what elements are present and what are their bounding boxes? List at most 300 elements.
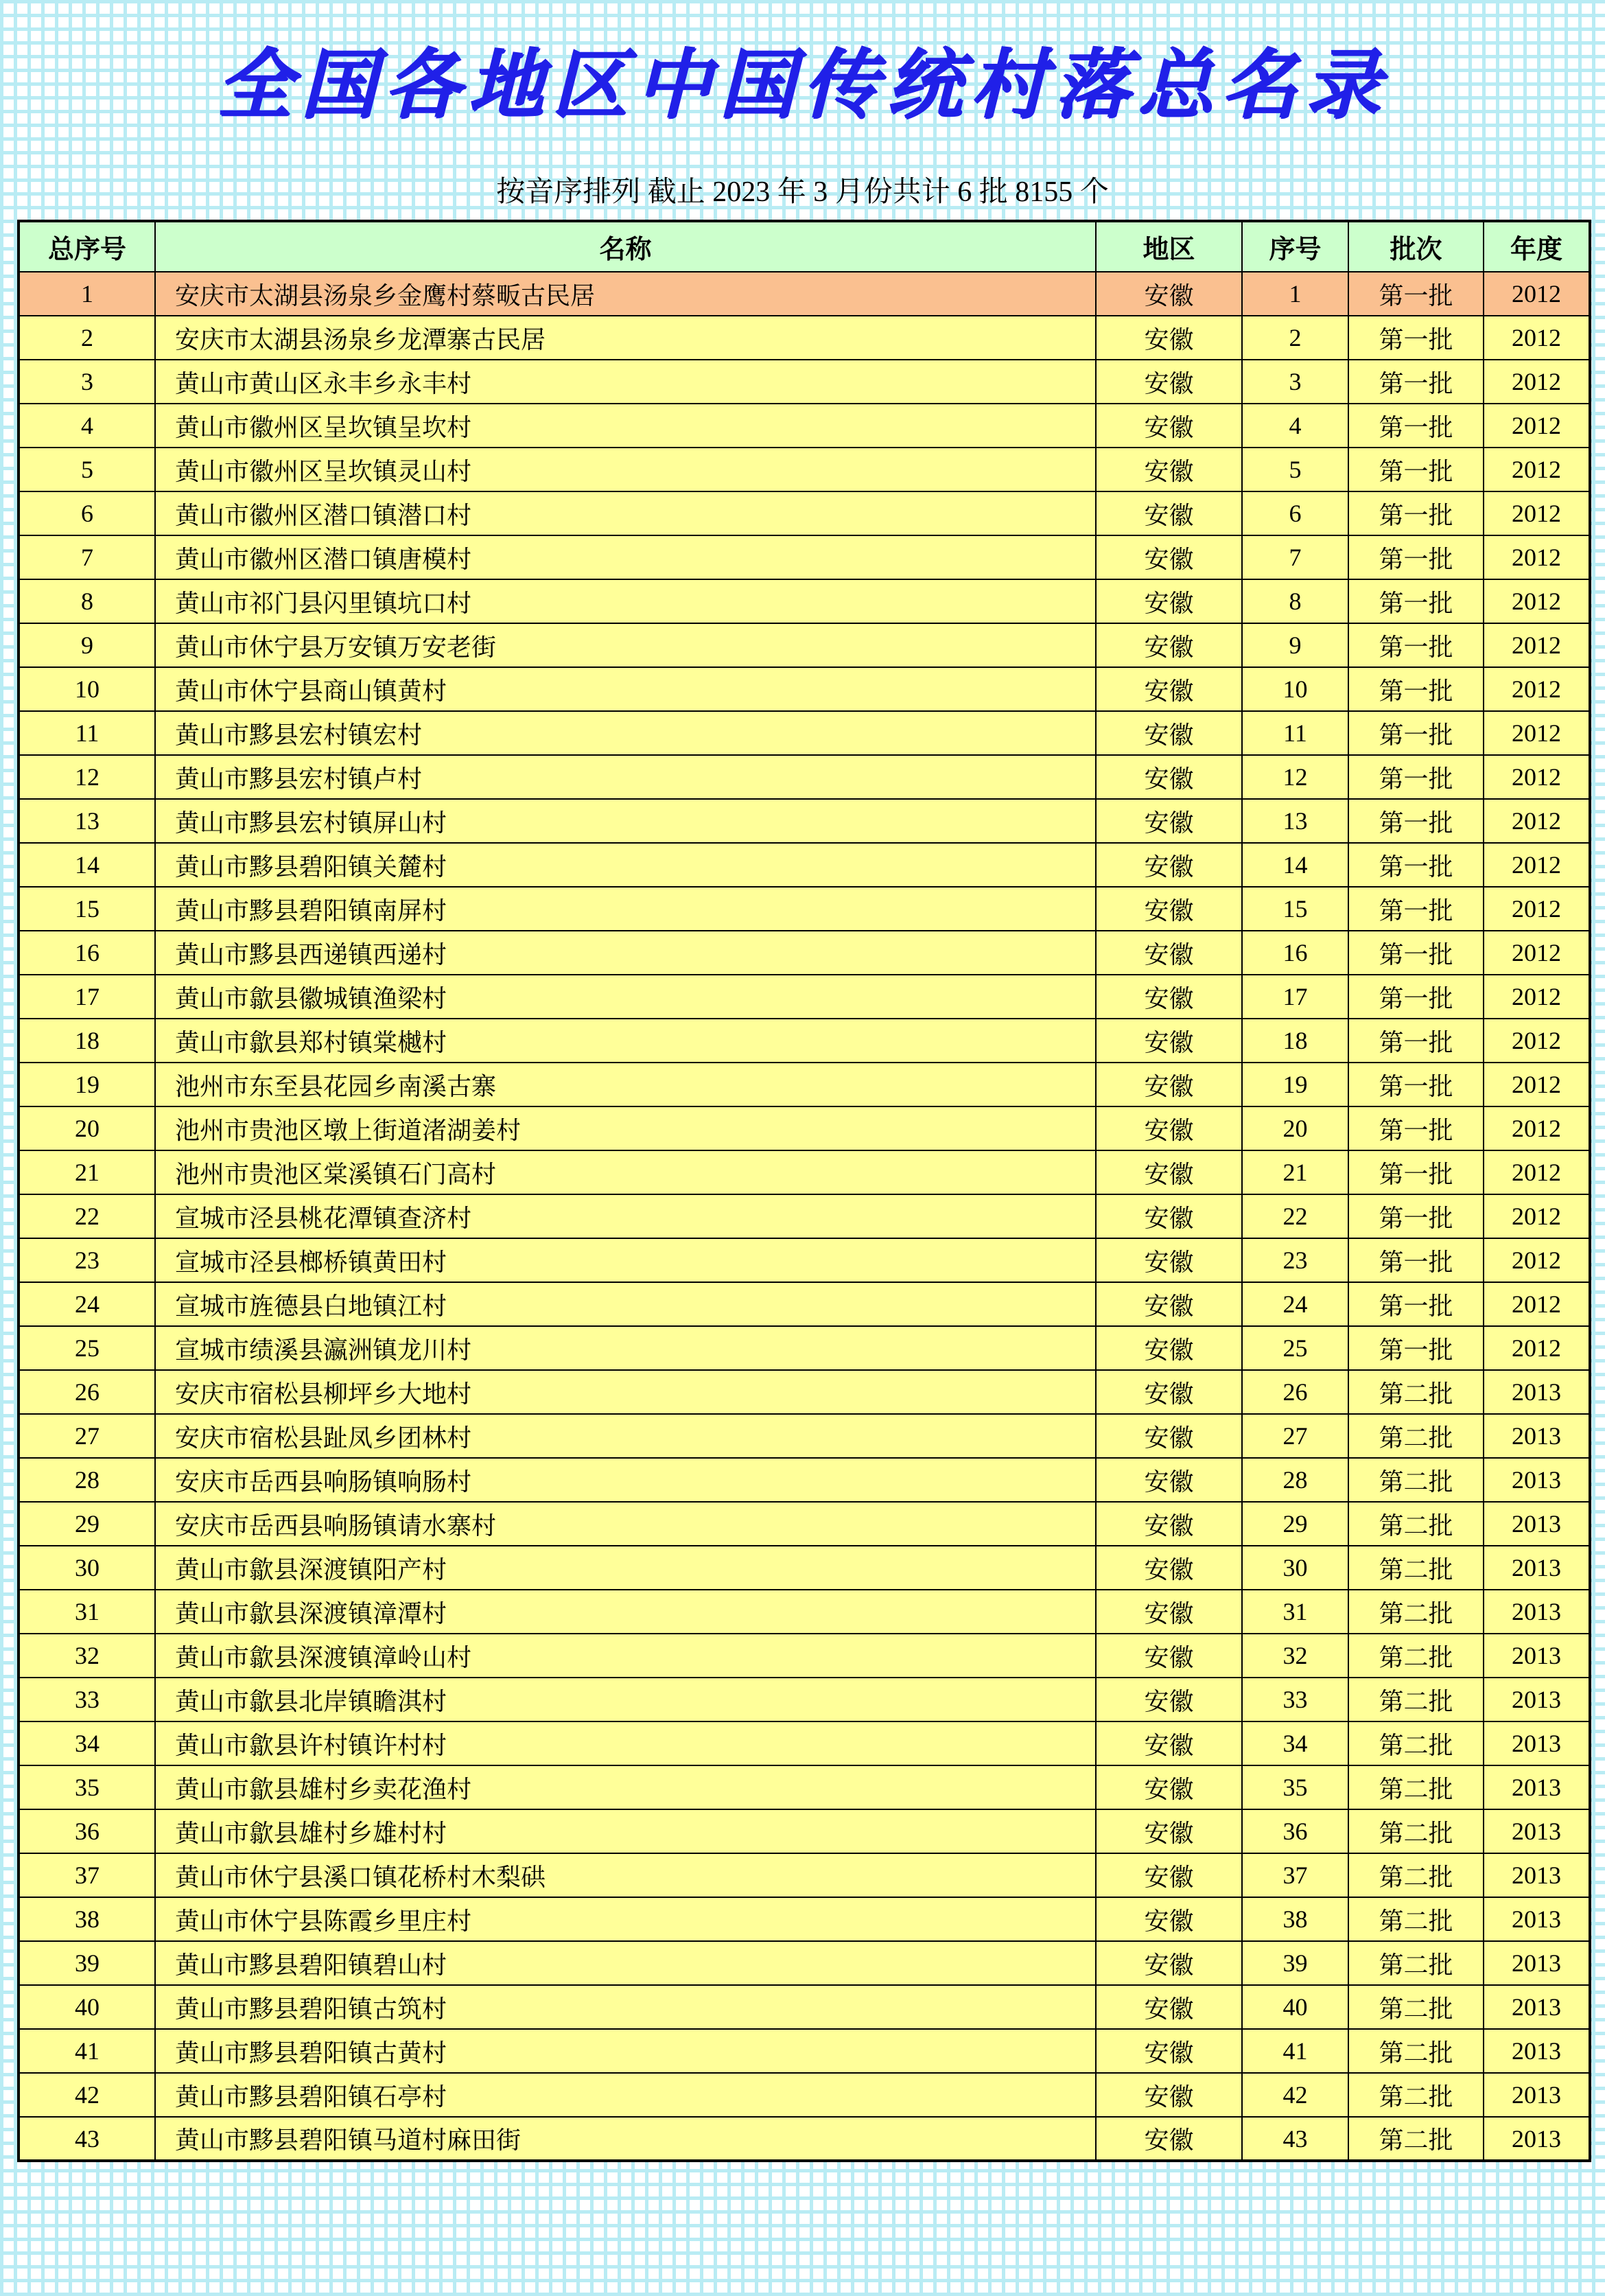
cell-name: 黄山市黟县宏村镇宏村 bbox=[155, 711, 1096, 755]
cell-name: 黄山市黟县碧阳镇南屏村 bbox=[155, 887, 1096, 931]
table-row[interactable] bbox=[19, 1634, 1590, 1678]
cell-region: 安徽 bbox=[1096, 1326, 1242, 1370]
cell-total-no: 7 bbox=[19, 535, 155, 579]
cell-total-no: 19 bbox=[19, 1063, 155, 1106]
cell-batch: 第一批 bbox=[1348, 1150, 1484, 1194]
cell-name: 池州市东至县花园乡南溪古寨 bbox=[155, 1063, 1096, 1106]
cell-year: 2012 bbox=[1484, 272, 1590, 316]
table-row[interactable] bbox=[19, 448, 1590, 491]
cell-seq: 9 bbox=[1242, 623, 1348, 667]
cell-region: 安徽 bbox=[1096, 1941, 1242, 1985]
cell-total-no: 2 bbox=[19, 316, 155, 360]
cell-year: 2013 bbox=[1484, 1546, 1590, 1590]
cell-seq: 31 bbox=[1242, 1590, 1348, 1634]
cell-seq: 20 bbox=[1242, 1106, 1348, 1150]
cell-total-no: 10 bbox=[19, 667, 155, 711]
cell-total-no: 17 bbox=[19, 975, 155, 1019]
cell-batch: 第二批 bbox=[1348, 1765, 1484, 1809]
cell-region: 安徽 bbox=[1096, 360, 1242, 404]
table-row[interactable] bbox=[19, 316, 1590, 360]
cell-region: 安徽 bbox=[1096, 1502, 1242, 1546]
cell-region: 安徽 bbox=[1096, 1282, 1242, 1326]
cell-seq: 21 bbox=[1242, 1150, 1348, 1194]
cell-year: 2013 bbox=[1484, 2073, 1590, 2117]
cell-total-no: 42 bbox=[19, 2073, 155, 2117]
cell-batch: 第一批 bbox=[1348, 1019, 1484, 1063]
table-row[interactable] bbox=[19, 1853, 1590, 1897]
cell-total-no: 1 bbox=[19, 272, 155, 316]
cell-total-no: 39 bbox=[19, 1941, 155, 1985]
cell-total-no: 25 bbox=[19, 1326, 155, 1370]
page-title: 全国各地区中国传统村落总名录 bbox=[216, 43, 1389, 127]
cell-seq: 18 bbox=[1242, 1019, 1348, 1063]
cell-batch: 第一批 bbox=[1348, 579, 1484, 623]
cell-batch: 第二批 bbox=[1348, 1853, 1484, 1897]
cell-year: 2012 bbox=[1484, 535, 1590, 579]
cell-year: 2012 bbox=[1484, 360, 1590, 404]
table-row[interactable] bbox=[19, 1238, 1590, 1282]
cell-seq: 36 bbox=[1242, 1809, 1348, 1853]
cell-year: 2012 bbox=[1484, 316, 1590, 360]
cell-total-no: 3 bbox=[19, 360, 155, 404]
cell-region: 安徽 bbox=[1096, 1150, 1242, 1194]
cell-total-no: 13 bbox=[19, 799, 155, 843]
cell-total-no: 15 bbox=[19, 887, 155, 931]
col-header-total-no: 总序号 bbox=[19, 221, 155, 272]
cell-total-no: 28 bbox=[19, 1458, 155, 1502]
cell-total-no: 26 bbox=[19, 1370, 155, 1414]
table-row[interactable] bbox=[19, 1985, 1590, 2029]
cell-region: 安徽 bbox=[1096, 1721, 1242, 1765]
cell-region: 安徽 bbox=[1096, 1634, 1242, 1678]
table-row[interactable] bbox=[19, 1897, 1590, 1941]
cell-year: 2013 bbox=[1484, 1590, 1590, 1634]
cell-batch: 第二批 bbox=[1348, 1941, 1484, 1985]
cell-region: 安徽 bbox=[1096, 1414, 1242, 1458]
table-row[interactable] bbox=[19, 1941, 1590, 1985]
cell-region: 安徽 bbox=[1096, 1546, 1242, 1590]
table-row[interactable] bbox=[19, 2117, 1590, 2161]
cell-region: 安徽 bbox=[1096, 843, 1242, 887]
cell-batch: 第一批 bbox=[1348, 491, 1484, 535]
cell-year: 2012 bbox=[1484, 667, 1590, 711]
cell-total-no: 16 bbox=[19, 931, 155, 975]
table-row[interactable] bbox=[19, 360, 1590, 404]
cell-batch: 第一批 bbox=[1348, 755, 1484, 799]
cell-seq: 43 bbox=[1242, 2117, 1348, 2161]
cell-region: 安徽 bbox=[1096, 799, 1242, 843]
cell-year: 2013 bbox=[1484, 1721, 1590, 1765]
cell-year: 2012 bbox=[1484, 1106, 1590, 1150]
cell-name: 安庆市太湖县汤泉乡金鹰村蔡畈古民居 bbox=[155, 272, 1096, 316]
cell-total-no: 30 bbox=[19, 1546, 155, 1590]
table-row[interactable] bbox=[19, 1370, 1590, 1414]
cell-year: 2012 bbox=[1484, 711, 1590, 755]
cell-seq: 30 bbox=[1242, 1546, 1348, 1590]
cell-region: 安徽 bbox=[1096, 711, 1242, 755]
cell-seq: 3 bbox=[1242, 360, 1348, 404]
cell-name: 黄山市休宁县溪口镇花桥村木梨硔 bbox=[155, 1853, 1096, 1897]
villages-table bbox=[17, 220, 1591, 2162]
cell-batch: 第一批 bbox=[1348, 931, 1484, 975]
cell-region: 安徽 bbox=[1096, 316, 1242, 360]
cell-year: 2012 bbox=[1484, 491, 1590, 535]
table-row[interactable] bbox=[19, 1765, 1590, 1809]
cell-name: 池州市贵池区棠溪镇石门高村 bbox=[155, 1150, 1096, 1194]
cell-year: 2012 bbox=[1484, 1326, 1590, 1370]
cell-seq: 39 bbox=[1242, 1941, 1348, 1985]
table-body bbox=[19, 272, 1590, 2161]
cell-batch: 第二批 bbox=[1348, 2117, 1484, 2161]
cell-region: 安徽 bbox=[1096, 1238, 1242, 1282]
table-row[interactable] bbox=[19, 1809, 1590, 1853]
cell-region: 安徽 bbox=[1096, 1678, 1242, 1721]
cell-name: 宣城市泾县桃花潭镇查济村 bbox=[155, 1194, 1096, 1238]
cell-region: 安徽 bbox=[1096, 1985, 1242, 2029]
cell-name: 黄山市歙县雄村乡卖花渔村 bbox=[155, 1765, 1096, 1809]
cell-batch: 第二批 bbox=[1348, 1370, 1484, 1414]
cell-batch: 第一批 bbox=[1348, 1063, 1484, 1106]
cell-name: 黄山市歙县深渡镇漳潭村 bbox=[155, 1590, 1096, 1634]
cell-year: 2013 bbox=[1484, 1897, 1590, 1941]
cell-seq: 32 bbox=[1242, 1634, 1348, 1678]
cell-seq: 35 bbox=[1242, 1765, 1348, 1809]
cell-name: 黄山市黟县宏村镇卢村 bbox=[155, 755, 1096, 799]
cell-region: 安徽 bbox=[1096, 1106, 1242, 1150]
cell-seq: 28 bbox=[1242, 1458, 1348, 1502]
cell-seq: 29 bbox=[1242, 1502, 1348, 1546]
cell-region: 安徽 bbox=[1096, 491, 1242, 535]
cell-name: 黄山市徽州区呈坎镇灵山村 bbox=[155, 448, 1096, 491]
col-header-region: 地区 bbox=[1096, 221, 1242, 272]
cell-seq: 17 bbox=[1242, 975, 1348, 1019]
cell-batch: 第二批 bbox=[1348, 1897, 1484, 1941]
cell-total-no: 37 bbox=[19, 1853, 155, 1897]
cell-batch: 第一批 bbox=[1348, 711, 1484, 755]
cell-year: 2012 bbox=[1484, 1150, 1590, 1194]
cell-seq: 40 bbox=[1242, 1985, 1348, 2029]
table-row[interactable] bbox=[19, 755, 1590, 799]
cell-total-no: 35 bbox=[19, 1765, 155, 1809]
cell-year: 2013 bbox=[1484, 1414, 1590, 1458]
table-row[interactable] bbox=[19, 535, 1590, 579]
table-row[interactable] bbox=[19, 1458, 1590, 1502]
cell-region: 安徽 bbox=[1096, 1765, 1242, 1809]
cell-total-no: 27 bbox=[19, 1414, 155, 1458]
cell-batch: 第一批 bbox=[1348, 975, 1484, 1019]
cell-region: 安徽 bbox=[1096, 1194, 1242, 1238]
table-row[interactable] bbox=[19, 579, 1590, 623]
cell-total-no: 9 bbox=[19, 623, 155, 667]
cell-batch: 第一批 bbox=[1348, 360, 1484, 404]
cell-year: 2013 bbox=[1484, 2029, 1590, 2073]
cell-batch: 第一批 bbox=[1348, 272, 1484, 316]
cell-seq: 24 bbox=[1242, 1282, 1348, 1326]
cell-region: 安徽 bbox=[1096, 1853, 1242, 1897]
cell-region: 安徽 bbox=[1096, 623, 1242, 667]
cell-year: 2013 bbox=[1484, 1985, 1590, 2029]
cell-year: 2012 bbox=[1484, 623, 1590, 667]
cell-region: 安徽 bbox=[1096, 1370, 1242, 1414]
cell-name: 黄山市歙县郑村镇棠樾村 bbox=[155, 1019, 1096, 1063]
cell-total-no: 8 bbox=[19, 579, 155, 623]
cell-year: 2013 bbox=[1484, 1634, 1590, 1678]
cell-year: 2012 bbox=[1484, 1238, 1590, 1282]
table-row[interactable] bbox=[19, 931, 1590, 975]
cell-name: 黄山市徽州区潜口镇唐模村 bbox=[155, 535, 1096, 579]
cell-name: 黄山市歙县雄村乡雄村村 bbox=[155, 1809, 1096, 1853]
cell-region: 安徽 bbox=[1096, 755, 1242, 799]
cell-total-no: 4 bbox=[19, 404, 155, 448]
cell-batch: 第一批 bbox=[1348, 448, 1484, 491]
cell-batch: 第二批 bbox=[1348, 2029, 1484, 2073]
col-header-batch: 批次 bbox=[1348, 221, 1484, 272]
cell-seq: 4 bbox=[1242, 404, 1348, 448]
cell-batch: 第一批 bbox=[1348, 667, 1484, 711]
table-row[interactable] bbox=[19, 272, 1590, 316]
cell-name: 黄山市歙县许村镇许村村 bbox=[155, 1721, 1096, 1765]
cell-name: 黄山市歙县北岸镇瞻淇村 bbox=[155, 1678, 1096, 1721]
cell-year: 2012 bbox=[1484, 1194, 1590, 1238]
cell-batch: 第二批 bbox=[1348, 1546, 1484, 1590]
cell-seq: 27 bbox=[1242, 1414, 1348, 1458]
table-row[interactable] bbox=[19, 2073, 1590, 2117]
table-row[interactable] bbox=[19, 1194, 1590, 1238]
table-row[interactable] bbox=[19, 799, 1590, 843]
table-row[interactable] bbox=[19, 2029, 1590, 2073]
cell-region: 安徽 bbox=[1096, 2073, 1242, 2117]
table-row[interactable] bbox=[19, 1150, 1590, 1194]
cell-name: 安庆市宿松县柳坪乡大地村 bbox=[155, 1370, 1096, 1414]
cell-seq: 41 bbox=[1242, 2029, 1348, 2073]
col-header-year: 年度 bbox=[1484, 221, 1590, 272]
cell-name: 宣城市旌德县白地镇江村 bbox=[155, 1282, 1096, 1326]
cell-batch: 第二批 bbox=[1348, 1414, 1484, 1458]
table-row[interactable] bbox=[19, 843, 1590, 887]
cell-seq: 12 bbox=[1242, 755, 1348, 799]
cell-name: 安庆市岳西县响肠镇请水寨村 bbox=[155, 1502, 1096, 1546]
table-row[interactable] bbox=[19, 1282, 1590, 1326]
cell-seq: 13 bbox=[1242, 799, 1348, 843]
cell-year: 2013 bbox=[1484, 1853, 1590, 1897]
cell-year: 2012 bbox=[1484, 755, 1590, 799]
cell-batch: 第二批 bbox=[1348, 1721, 1484, 1765]
cell-name: 安庆市岳西县响肠镇响肠村 bbox=[155, 1458, 1096, 1502]
cell-total-no: 14 bbox=[19, 843, 155, 887]
cell-batch: 第二批 bbox=[1348, 1502, 1484, 1546]
cell-year: 2012 bbox=[1484, 975, 1590, 1019]
cell-batch: 第一批 bbox=[1348, 1194, 1484, 1238]
cell-name: 黄山市黟县碧阳镇碧山村 bbox=[155, 1941, 1096, 1985]
cell-batch: 第一批 bbox=[1348, 1106, 1484, 1150]
cell-seq: 37 bbox=[1242, 1853, 1348, 1897]
cell-batch: 第二批 bbox=[1348, 1590, 1484, 1634]
col-header-seq: 序号 bbox=[1242, 221, 1348, 272]
table-row[interactable] bbox=[19, 1678, 1590, 1721]
cell-region: 安徽 bbox=[1096, 1897, 1242, 1941]
cell-batch: 第二批 bbox=[1348, 2073, 1484, 2117]
table-row[interactable] bbox=[19, 1019, 1590, 1063]
cell-total-no: 20 bbox=[19, 1106, 155, 1150]
cell-batch: 第二批 bbox=[1348, 1634, 1484, 1678]
cell-year: 2012 bbox=[1484, 931, 1590, 975]
cell-name: 池州市贵池区墩上街道渚湖姜村 bbox=[155, 1106, 1096, 1150]
cell-seq: 1 bbox=[1242, 272, 1348, 316]
table-row[interactable] bbox=[19, 1414, 1590, 1458]
cell-batch: 第一批 bbox=[1348, 535, 1484, 579]
table-header-row bbox=[19, 221, 1590, 272]
cell-region: 安徽 bbox=[1096, 975, 1242, 1019]
table-row[interactable] bbox=[19, 1063, 1590, 1106]
cell-total-no: 32 bbox=[19, 1634, 155, 1678]
cell-year: 2012 bbox=[1484, 843, 1590, 887]
cell-year: 2012 bbox=[1484, 448, 1590, 491]
cell-seq: 10 bbox=[1242, 667, 1348, 711]
cell-total-no: 22 bbox=[19, 1194, 155, 1238]
cell-batch: 第二批 bbox=[1348, 1678, 1484, 1721]
cell-year: 2012 bbox=[1484, 887, 1590, 931]
cell-batch: 第二批 bbox=[1348, 1458, 1484, 1502]
cell-batch: 第二批 bbox=[1348, 1985, 1484, 2029]
cell-batch: 第一批 bbox=[1348, 843, 1484, 887]
cell-seq: 42 bbox=[1242, 2073, 1348, 2117]
table-row[interactable] bbox=[19, 1106, 1590, 1150]
cell-name: 黄山市歙县深渡镇漳岭山村 bbox=[155, 1634, 1096, 1678]
cell-seq: 15 bbox=[1242, 887, 1348, 931]
table-row[interactable] bbox=[19, 1502, 1590, 1546]
cell-seq: 5 bbox=[1242, 448, 1348, 491]
cell-name: 黄山市休宁县万安镇万安老街 bbox=[155, 623, 1096, 667]
table-row[interactable] bbox=[19, 1590, 1590, 1634]
cell-region: 安徽 bbox=[1096, 667, 1242, 711]
cell-year: 2013 bbox=[1484, 1765, 1590, 1809]
cell-total-no: 6 bbox=[19, 491, 155, 535]
table-row[interactable] bbox=[19, 667, 1590, 711]
cell-batch: 第一批 bbox=[1348, 316, 1484, 360]
cell-year: 2012 bbox=[1484, 404, 1590, 448]
cell-batch: 第一批 bbox=[1348, 404, 1484, 448]
cell-seq: 14 bbox=[1242, 843, 1348, 887]
table-row[interactable] bbox=[19, 1721, 1590, 1765]
cell-seq: 26 bbox=[1242, 1370, 1348, 1414]
cell-name: 宣城市泾县榔桥镇黄田村 bbox=[155, 1238, 1096, 1282]
table-row[interactable] bbox=[19, 404, 1590, 448]
cell-total-no: 11 bbox=[19, 711, 155, 755]
cell-name: 黄山市歙县徽城镇渔梁村 bbox=[155, 975, 1096, 1019]
cell-name: 黄山市休宁县商山镇黄村 bbox=[155, 667, 1096, 711]
cell-batch: 第一批 bbox=[1348, 1238, 1484, 1282]
cell-name: 安庆市太湖县汤泉乡龙潭寨古民居 bbox=[155, 316, 1096, 360]
cell-region: 安徽 bbox=[1096, 1063, 1242, 1106]
cell-seq: 7 bbox=[1242, 535, 1348, 579]
table-row[interactable] bbox=[19, 1546, 1590, 1590]
cell-seq: 19 bbox=[1242, 1063, 1348, 1106]
cell-seq: 38 bbox=[1242, 1897, 1348, 1941]
cell-batch: 第一批 bbox=[1348, 887, 1484, 931]
cell-year: 2013 bbox=[1484, 2117, 1590, 2161]
cell-region: 安徽 bbox=[1096, 535, 1242, 579]
cell-region: 安徽 bbox=[1096, 887, 1242, 931]
cell-seq: 11 bbox=[1242, 711, 1348, 755]
cell-year: 2013 bbox=[1484, 1502, 1590, 1546]
cell-seq: 33 bbox=[1242, 1678, 1348, 1721]
cell-region: 安徽 bbox=[1096, 272, 1242, 316]
cell-total-no: 40 bbox=[19, 1985, 155, 2029]
cell-region: 安徽 bbox=[1096, 2029, 1242, 2073]
cell-region: 安徽 bbox=[1096, 1590, 1242, 1634]
cell-name: 黄山市休宁县陈霞乡里庄村 bbox=[155, 1897, 1096, 1941]
cell-region: 安徽 bbox=[1096, 448, 1242, 491]
table-row[interactable] bbox=[19, 711, 1590, 755]
cell-region: 安徽 bbox=[1096, 579, 1242, 623]
cell-name: 黄山市黟县碧阳镇石亭村 bbox=[155, 2073, 1096, 2117]
cell-name: 黄山市黟县碧阳镇马道村麻田街 bbox=[155, 2117, 1096, 2161]
cell-name: 黄山市祁门县闪里镇坑口村 bbox=[155, 579, 1096, 623]
cell-name: 黄山市黟县碧阳镇古筑村 bbox=[155, 1985, 1096, 2029]
cell-name: 黄山市徽州区呈坎镇呈坎村 bbox=[155, 404, 1096, 448]
cell-batch: 第一批 bbox=[1348, 1282, 1484, 1326]
cell-seq: 8 bbox=[1242, 579, 1348, 623]
cell-total-no: 5 bbox=[19, 448, 155, 491]
cell-year: 2013 bbox=[1484, 1370, 1590, 1414]
table-row[interactable] bbox=[19, 887, 1590, 931]
cell-name: 黄山市黟县碧阳镇古黄村 bbox=[155, 2029, 1096, 2073]
cell-total-no: 38 bbox=[19, 1897, 155, 1941]
cell-name: 黄山市歙县深渡镇阳产村 bbox=[155, 1546, 1096, 1590]
cell-seq: 23 bbox=[1242, 1238, 1348, 1282]
cell-seq: 25 bbox=[1242, 1326, 1348, 1370]
cell-region: 安徽 bbox=[1096, 1458, 1242, 1502]
cell-region: 安徽 bbox=[1096, 1019, 1242, 1063]
cell-region: 安徽 bbox=[1096, 2117, 1242, 2161]
cell-seq: 2 bbox=[1242, 316, 1348, 360]
cell-total-no: 18 bbox=[19, 1019, 155, 1063]
cell-batch: 第一批 bbox=[1348, 1326, 1484, 1370]
cell-seq: 22 bbox=[1242, 1194, 1348, 1238]
cell-year: 2013 bbox=[1484, 1941, 1590, 1985]
cell-seq: 34 bbox=[1242, 1721, 1348, 1765]
cell-year: 2013 bbox=[1484, 1458, 1590, 1502]
cell-name: 安庆市宿松县趾凤乡团林村 bbox=[155, 1414, 1096, 1458]
table-row[interactable] bbox=[19, 1326, 1590, 1370]
cell-name: 黄山市黟县碧阳镇关麓村 bbox=[155, 843, 1096, 887]
cell-total-no: 12 bbox=[19, 755, 155, 799]
cell-total-no: 21 bbox=[19, 1150, 155, 1194]
table-row[interactable] bbox=[19, 975, 1590, 1019]
cell-region: 安徽 bbox=[1096, 1809, 1242, 1853]
cell-batch: 第一批 bbox=[1348, 799, 1484, 843]
cell-total-no: 41 bbox=[19, 2029, 155, 2073]
cell-year: 2012 bbox=[1484, 1019, 1590, 1063]
cell-year: 2012 bbox=[1484, 579, 1590, 623]
cell-total-no: 43 bbox=[19, 2117, 155, 2161]
cell-year: 2012 bbox=[1484, 1282, 1590, 1326]
table-row[interactable] bbox=[19, 623, 1590, 667]
cell-name: 黄山市徽州区潜口镇潜口村 bbox=[155, 491, 1096, 535]
cell-total-no: 24 bbox=[19, 1282, 155, 1326]
cell-region: 安徽 bbox=[1096, 931, 1242, 975]
cell-total-no: 31 bbox=[19, 1590, 155, 1634]
cell-total-no: 23 bbox=[19, 1238, 155, 1282]
table-row[interactable] bbox=[19, 491, 1590, 535]
cell-total-no: 29 bbox=[19, 1502, 155, 1546]
cell-name: 宣城市绩溪县瀛洲镇龙川村 bbox=[155, 1326, 1096, 1370]
cell-region: 安徽 bbox=[1096, 404, 1242, 448]
cell-year: 2012 bbox=[1484, 799, 1590, 843]
page-subtitle: 按音序排列 截止 2023 年 3 月份共计 6 批 8155 个 bbox=[496, 176, 1109, 208]
cell-total-no: 34 bbox=[19, 1721, 155, 1765]
cell-name: 黄山市黟县宏村镇屏山村 bbox=[155, 799, 1096, 843]
